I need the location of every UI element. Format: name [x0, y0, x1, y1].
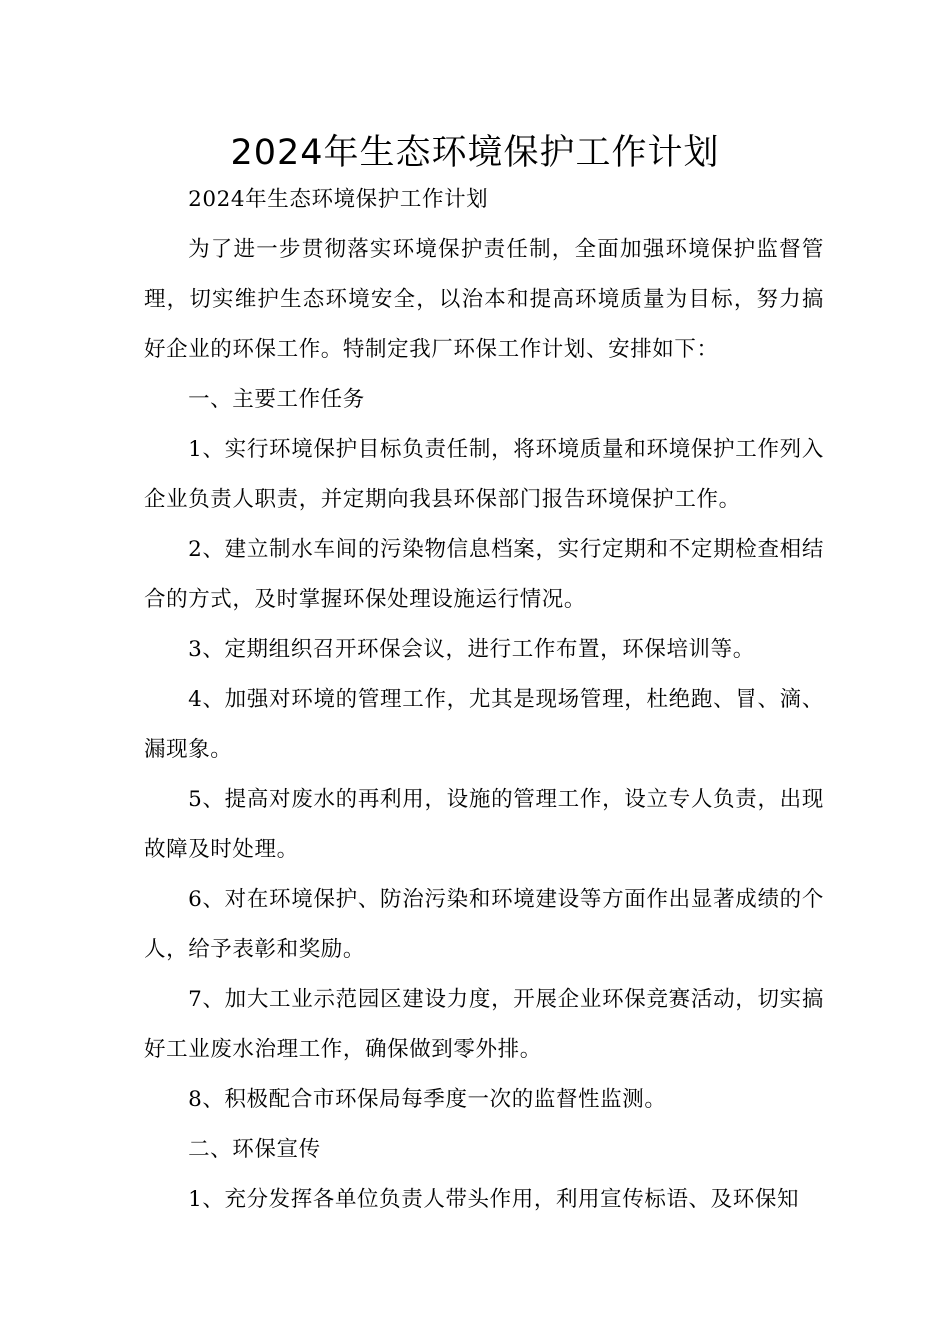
publicity-item-1: 1、充分发挥各单位负责人带头作用，利用宣传标语、及环保知 [188, 1187, 800, 1212]
task-item-7: 7、加大工业示范园区建设力度，开展企业环保竞赛活动，切实搞好工业废水治理工作，确保做到零外排。 [144, 987, 824, 1062]
section-heading-publicity: 二、环保宣传 [188, 1137, 321, 1162]
task-item-3: 3、定期组织召开环保会议，进行工作布置，环保培训等。 [188, 637, 755, 662]
task-item-5: 5、提高对废水的再利用，设施的管理工作，设立专人负责，出现故障及时处理。 [144, 787, 824, 862]
task-item-6: 6、对在环境保护、防治污染和环境建设等方面作出显著成绩的个人，给予表彰和奖励。 [144, 887, 824, 962]
document-title: 2024年生态环境保护工作计划 [230, 133, 720, 173]
intro-paragraph: 为了进一步贯彻落实环境保护责任制，全面加强环境保护监督管理，切实维护生态环境安全，以治本和提高环境质量为目标，努力搞好企业的环保工作。特制定我厂环保工作计划、安排如下： [144, 237, 824, 362]
task-item-8: 8、积极配合市环保局每季度一次的监督性监测。 [188, 1087, 667, 1112]
document-body [144, 175, 824, 1225]
task-item-1: 1、实行环境保护目标负责任制，将环境质量和环境保护工作列入企业负责人职责，并定期向我县环保部门报告环境保护工作。 [144, 437, 824, 512]
section-heading-main-tasks: 一、主要工作任务 [188, 387, 365, 412]
subtitle-paragraph: 2024年生态环境保护工作计划 [188, 187, 489, 212]
task-item-2: 2、建立制水车间的污染物信息档案，实行定期和不定期检查相结合的方式，及时掌握环保处理设施运行情况。 [144, 537, 824, 612]
task-item-4: 4、加强对环境的管理工作，尤其是现场管理，杜绝跑、冒、滴、漏现象。 [144, 687, 824, 762]
